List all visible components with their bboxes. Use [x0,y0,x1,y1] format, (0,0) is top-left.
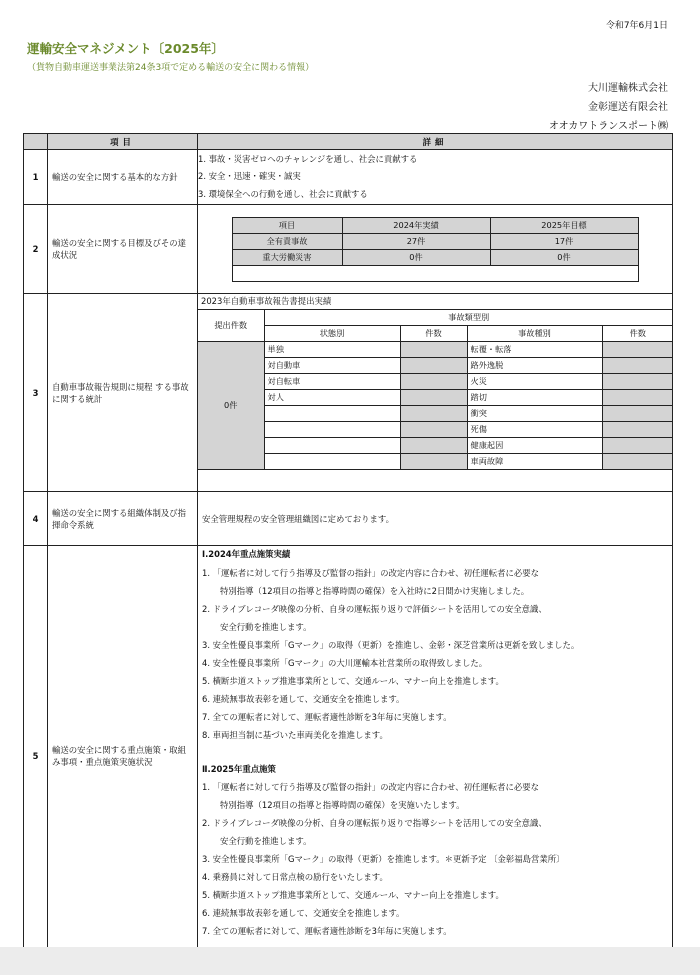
accident-table [198,309,673,470]
kind-cell: 路外逸脱 [467,358,602,374]
basic-policy [198,150,673,205]
list-item: 2. 安全・迅速・確実・誠実 [198,171,301,182]
state-cell [264,406,400,422]
targets-value: 27件 [342,233,490,249]
row-item: 輸送の安全に関する組織体制及び指揮命令系統 [48,492,198,546]
state-cell: 単独 [264,342,400,358]
document-subtitle: （貨物自動車運送事業法第24条3項で定める輸送の安全に関わる情報） [27,63,315,73]
row-item: 輸送の安全に関する基本的な方針 [48,150,198,205]
targets-header: 2025年目標 [490,217,638,233]
kind-header: 事故種別 [467,326,602,342]
kind-cell: 死傷 [467,422,602,438]
row-item: 輸送の安全に関する目標及びその達成状況 [48,205,198,294]
list-item: 特別指導（12項目の指導と指導時間の確保）を入社時に2日間かけ実施しました。 [220,585,530,596]
list-item: 安全行動を推進します。 [220,621,312,632]
kind-cell: 健康起因 [467,438,602,454]
state-cell: 対自転車 [264,374,400,390]
table-row [24,150,673,205]
row-number: 3 [24,294,48,492]
list-item: 6. 連続無事故表彰を通して、交通安全を推進します。 [202,908,405,918]
targets-label: 重大労働災害 [232,249,342,265]
kind-cell: 転覆・転落 [467,342,602,358]
table-header [24,134,673,150]
company-name: オオカワトランスポート㈱ [548,121,668,132]
kind-cell: 車両故障 [467,454,602,470]
list-item: 1. 事故・災害ゼロへのチャレンジを通し、社会に貢献する [198,154,418,165]
state-cell: 対自動車 [264,358,400,374]
table-row [24,546,673,948]
kind-cell: 衝突 [467,406,602,422]
state-cell: 対人 [264,390,400,406]
company-name: 金彰運送有限会社 [588,102,668,113]
targets-value: 17件 [490,233,638,249]
kind-cell: 火災 [467,374,602,390]
list-item: 3. 安全性優良事業所「Gマーク」の取得（更新）を推進し、金彰・深芝営業所は更新を致しました。 [202,639,580,650]
row-number: 4 [24,492,48,546]
state-header: 状態別 [264,326,400,342]
state-cell [264,438,400,454]
targets-value: 0件 [342,249,490,265]
state-cell [264,422,400,438]
accident-stats-cell [198,294,673,492]
measures-list-2025 [198,778,672,940]
list-item: 4. 乗務員に対して日常点検の励行をいたします。 [202,872,388,882]
header-item: 項目 [48,134,198,150]
list-item: 7. 全ての運転者に対して、運転者適性診断を3年毎に実施します。 [202,711,452,722]
list-item: 7. 全ての運転者に対して、運転者適性診断を3年毎に実施します。 [202,926,452,936]
list-item: 1. 「運転者に対して行う指導及び監督の指針」の改定内容に合わせ、初任運転者に必要な [202,567,540,578]
section-title: Ⅱ.2025年重点施策 [202,763,276,774]
list-item: 特別指導（12項目の指導と指導時間の確保）を実施いたします。 [220,800,465,810]
list-item: 6. 連続無事故表彰を通して、交通安全を推進します。 [202,693,405,704]
row-item: 輸送の安全に関する重点施策・取組み事項・重点施策実施状況 [48,546,198,948]
targets-label: 全有責事故 [232,233,342,249]
accident-caption: 2023年自動車事故報告書提出実績 [201,296,332,306]
table-row [24,205,673,294]
list-item: 8. 車両担当制に基づいた車両美化を推進します。 [202,729,388,740]
list-item: 2. ドライブレコーダ映像の分析、自身の運転振り返りで評価シートを活用しての安全意識、 [202,603,547,614]
header-num [24,134,48,150]
list-item: 4. 安全性優良事業所「Gマーク」の大川運輸本社営業所の取得致しました。 [202,657,488,668]
organization-text: 安全管理規程の安全管理組織図に定めております。 [198,492,673,546]
targets-value: 0件 [490,249,638,265]
document-title: 運輸安全マネジメント〔2025年〕 [27,41,224,56]
targets-header: 2024年実績 [342,217,490,233]
filed-count-header: 提出件数 [198,310,264,342]
count-header: 件数 [400,326,467,342]
measures-list-2024 [198,564,672,744]
row-number: 5 [24,546,48,948]
document-date: 令和7年6月1日 [605,21,668,31]
kind-cell: 踏切 [467,390,602,406]
list-item: 2. ドライブレコーダ映像の分析、自身の運転振り返りで指導シートを活用しての安全意識、 [202,818,547,828]
list-item: 安全行動を推進します。 [220,836,312,846]
targets-table [232,217,639,282]
count-header: 件数 [602,326,673,342]
safety-info-table [23,133,673,947]
row-number: 2 [24,205,48,294]
measures-cell [198,546,673,948]
header-detail: 詳細 [198,134,673,150]
targets-cell [198,205,673,294]
targets-header: 項目 [232,217,342,233]
table-row [24,492,673,546]
section-title: Ⅰ.2024年重点施策実績 [202,549,291,559]
accident-type-header: 事故類型別 [264,310,673,326]
list-item: 1. 「運転者に対して行う指導及び監督の指針」の改定内容に合わせ、初任運転者に必要な [202,782,540,792]
company-name: 大川運輸株式会社 [588,83,668,94]
list-item: 3. 安全性優良事業所「Gマーク」の取得（更新）を推進します。＊更新予定 〔金彰福島営業所〕 [202,854,565,864]
list-item: 5. 横断歩道ストップ推進事業所として、交通ルール、マナー向上を推進します。 [202,675,504,686]
state-cell [264,454,400,470]
row-number: 1 [24,150,48,205]
row-item: 自動車事故報告規則に規程 する事故に関する統計 [48,294,198,492]
list-item: 5. 横断歩道ストップ推進事業所として、交通ルール、マナー向上を推進します。 [202,890,504,900]
table-row [24,294,673,492]
list-item: 3. 環境保全への行動を通し、社会に貢献する [198,188,368,199]
filed-count-value: 0件 [198,342,264,470]
